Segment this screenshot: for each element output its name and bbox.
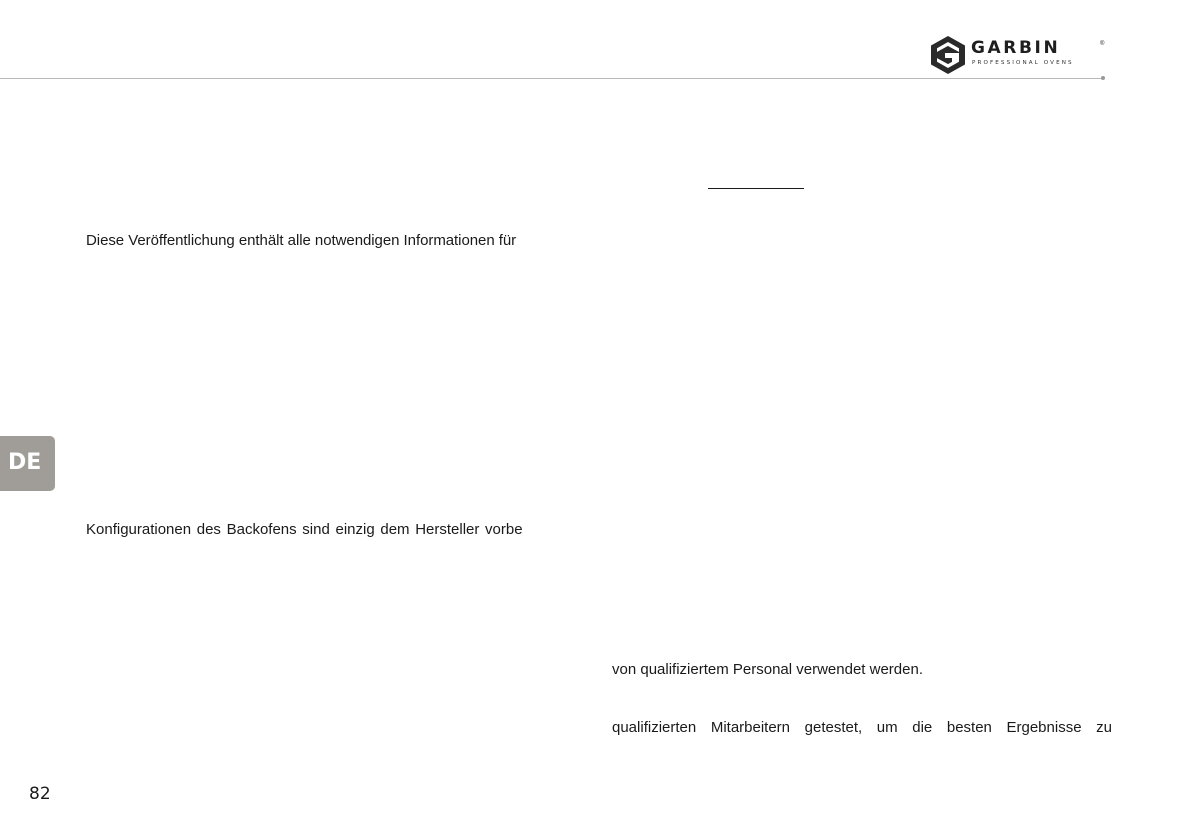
body-text-line: von qualifiziertem Personal verwendet werden. bbox=[612, 661, 923, 678]
garbin-logo-icon bbox=[928, 35, 968, 75]
header-divider bbox=[0, 78, 1104, 79]
logo-tagline: PROFESSIONAL OVENS bbox=[972, 60, 1074, 66]
logo-wordmark: GARBIN bbox=[971, 38, 1061, 58]
page-number: 82 bbox=[29, 784, 51, 804]
body-text-line: qualifizierten Mitarbeitern getestet, um die besten Ergebnisse zu bbox=[612, 719, 1112, 736]
header-divider-end-dot bbox=[1101, 76, 1105, 80]
logo-registered-mark: ® bbox=[1100, 41, 1105, 47]
body-text-line: Konfigurationen des Backofens sind einzig dem Hersteller vorbe bbox=[86, 521, 523, 538]
language-tab bbox=[0, 436, 55, 491]
garbin-logo bbox=[928, 35, 1108, 75]
body-text-line: Diese Veröffentlichung enthält alle notwendigen Informationen für bbox=[86, 232, 517, 249]
section-title-underline bbox=[708, 188, 804, 189]
language-tab-label: DE bbox=[8, 450, 42, 475]
